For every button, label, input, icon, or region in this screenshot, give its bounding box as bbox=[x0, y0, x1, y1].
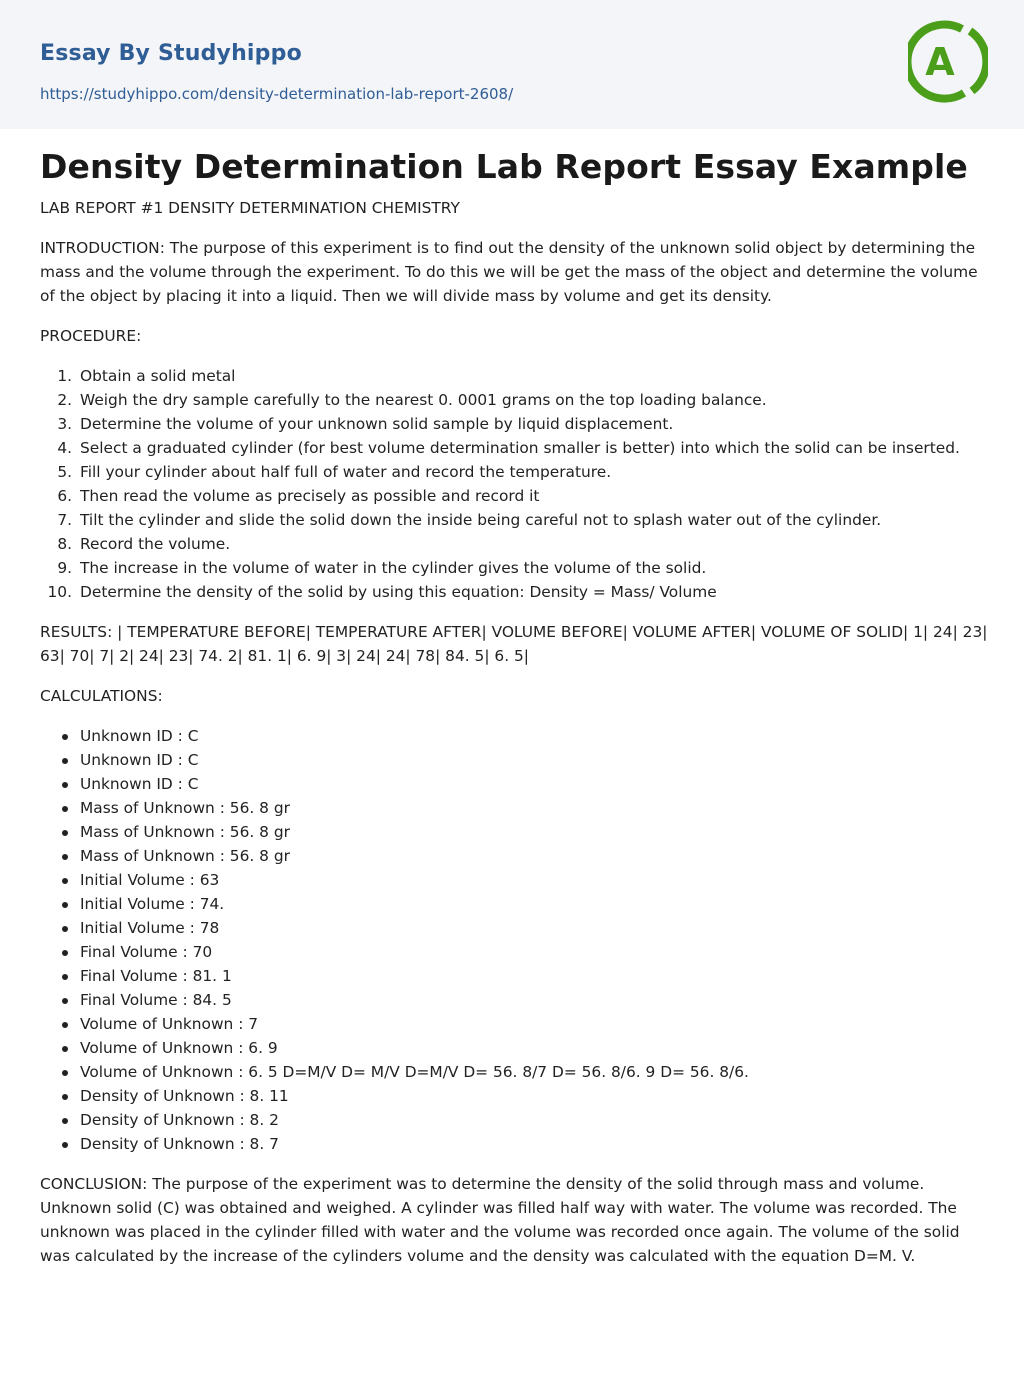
step-number: 1. bbox=[57, 367, 72, 385]
bullet-icon bbox=[62, 950, 68, 956]
studyhippo-logo-icon[interactable] bbox=[908, 17, 988, 107]
source-url-link[interactable]: https://studyhippo.com/density-determination-lab-report-2608/ bbox=[40, 85, 514, 103]
calculation-text: Volume of Unknown : 7 bbox=[80, 1015, 259, 1033]
step-number: 9. bbox=[57, 559, 72, 577]
step-text: Record the volume. bbox=[80, 535, 231, 553]
step-number: 3. bbox=[57, 415, 72, 433]
essay-content bbox=[40, 143, 990, 1268]
procedure-step bbox=[57, 412, 990, 436]
procedure-step bbox=[57, 460, 990, 484]
calculation-item bbox=[80, 1012, 990, 1036]
results-paragraph: RESULTS: | TEMPERATURE BEFORE| TEMPERATURE AFTER| VOLUME BEFORE| VOLUME AFTER| VOLUME OF SOLID| 1| 24| 23| 63| 70| 7| 2| 24| 23| 74. 2| 81. 1| 6. 9| 3| 24| 24| 78| 84. 5| 6. 5| bbox=[40, 623, 988, 665]
step-text: Weigh the dry sample carefully to the nearest 0. 0001 grams on the top loading balance. bbox=[80, 391, 767, 409]
procedure-step bbox=[57, 508, 990, 532]
calculation-item bbox=[80, 1132, 990, 1156]
step-number: 4. bbox=[57, 439, 72, 457]
step-number: 2. bbox=[57, 391, 72, 409]
step-text: Then read the volume as precisely as possible and record it bbox=[80, 487, 540, 505]
step-number: 5. bbox=[57, 463, 72, 481]
bullet-icon bbox=[62, 1118, 68, 1124]
report-subtitle: LAB REPORT #1 DENSITY DETERMINATION CHEMISTRY bbox=[40, 199, 460, 217]
bullet-icon bbox=[62, 734, 68, 740]
step-number: 10. bbox=[47, 583, 72, 601]
bullet-icon bbox=[62, 998, 68, 1004]
bullet-icon bbox=[62, 854, 68, 860]
bullet-icon bbox=[62, 782, 68, 788]
bullet-icon bbox=[62, 806, 68, 812]
step-text: Select a graduated cylinder (for best volume determination smaller is better) into which the solid can be inserted. bbox=[80, 439, 960, 457]
calculation-text: Unknown ID : C bbox=[80, 751, 199, 769]
logo-letter: A bbox=[925, 40, 955, 84]
step-number: 6. bbox=[57, 487, 72, 505]
calculation-item bbox=[80, 916, 990, 940]
bullet-icon bbox=[62, 926, 68, 932]
calculation-text: Final Volume : 70 bbox=[80, 943, 213, 961]
calculation-text: Mass of Unknown : 56. 8 gr bbox=[80, 799, 290, 817]
calculation-item bbox=[80, 868, 990, 892]
step-text: Fill your cylinder about half full of water and record the temperature. bbox=[80, 463, 612, 481]
bullet-icon bbox=[62, 1094, 68, 1100]
calculation-text: Density of Unknown : 8. 11 bbox=[80, 1087, 289, 1105]
procedure-step bbox=[57, 484, 990, 508]
site-header bbox=[0, 0, 1024, 129]
calculation-item bbox=[80, 820, 990, 844]
calculation-text: Mass of Unknown : 56. 8 gr bbox=[80, 823, 290, 841]
calculation-text: Initial Volume : 74. bbox=[80, 895, 225, 913]
calculation-item bbox=[80, 772, 990, 796]
procedure-step bbox=[57, 388, 990, 412]
calculation-text: Initial Volume : 63 bbox=[80, 871, 220, 889]
calculation-text: Initial Volume : 78 bbox=[80, 919, 220, 937]
step-number: 8. bbox=[57, 535, 72, 553]
bullet-icon bbox=[62, 878, 68, 884]
calculation-item bbox=[80, 1108, 990, 1132]
calculation-item bbox=[80, 892, 990, 916]
step-text: Tilt the cylinder and slide the solid down the inside being careful not to splash water out of the cylinder. bbox=[80, 511, 882, 529]
calculation-text: Final Volume : 81. 1 bbox=[80, 967, 232, 985]
calculation-item bbox=[80, 796, 990, 820]
procedure-step bbox=[57, 556, 990, 580]
step-text: The increase in the volume of water in the cylinder gives the volume of the solid. bbox=[80, 559, 707, 577]
step-number: 7. bbox=[57, 511, 72, 529]
bullet-icon bbox=[62, 974, 68, 980]
calculation-item bbox=[80, 844, 990, 868]
bullet-icon bbox=[62, 1070, 68, 1076]
procedure-step bbox=[57, 436, 990, 460]
step-text: Determine the volume of your unknown solid sample by liquid displacement. bbox=[80, 415, 674, 433]
calculation-text: Unknown ID : C bbox=[80, 775, 199, 793]
calculation-text: Volume of Unknown : 6. 5 D=M/V D= M/V D=M/V D= 56. 8/7 D= 56. 8/6. 9 D= 56. 8/6. bbox=[80, 1063, 749, 1081]
bullet-icon bbox=[62, 902, 68, 908]
conclusion-paragraph: CONCLUSION: The purpose of the experiment was to determine the density of the solid through mass and volume. Unknown solid (C) was obtained and weighed. A cylinder was filled half way with water. The volume was recorded. The unknown was placed in the cylinder filled with water and the volume was recorded once again. The volume of the solid was calculated by the increase of the cylinders volume and the density was calculated with the equation D=M. V. bbox=[40, 1175, 960, 1265]
calculations-list bbox=[40, 724, 990, 1156]
brand-title[interactable]: Essay By Studyhippo bbox=[40, 41, 302, 66]
calculation-item bbox=[80, 724, 990, 748]
calculation-text: Final Volume : 84. 5 bbox=[80, 991, 232, 1009]
calculation-item bbox=[80, 748, 990, 772]
step-text: Obtain a solid metal bbox=[80, 367, 236, 385]
bullet-icon bbox=[62, 758, 68, 764]
calculation-item bbox=[80, 1060, 990, 1084]
procedure-step bbox=[47, 580, 990, 604]
procedure-step bbox=[57, 532, 990, 556]
bullet-icon bbox=[62, 1142, 68, 1148]
step-text: Determine the density of the solid by using this equation: Density = Mass/ Volume bbox=[80, 583, 717, 601]
procedure-step bbox=[57, 364, 990, 388]
bullet-icon bbox=[62, 830, 68, 836]
calculation-text: Density of Unknown : 8. 7 bbox=[80, 1135, 279, 1153]
procedure-list bbox=[40, 364, 990, 604]
calculations-heading: CALCULATIONS: bbox=[40, 687, 163, 705]
page-title: Density Determination Lab Report Essay Example bbox=[40, 147, 968, 186]
calculation-text: Unknown ID : C bbox=[80, 727, 199, 745]
calculation-text: Mass of Unknown : 56. 8 gr bbox=[80, 847, 290, 865]
bullet-icon bbox=[62, 1022, 68, 1028]
calculation-text: Density of Unknown : 8. 2 bbox=[80, 1111, 279, 1129]
calculation-item bbox=[80, 988, 990, 1012]
calculation-item bbox=[80, 940, 990, 964]
procedure-heading: PROCEDURE: bbox=[40, 327, 142, 345]
bullet-icon bbox=[62, 1046, 68, 1052]
calculation-text: Volume of Unknown : 6. 9 bbox=[80, 1039, 278, 1057]
calculation-item bbox=[80, 964, 990, 988]
introduction-paragraph: INTRODUCTION: The purpose of this experiment is to find out the density of the unknown solid object by determining the mass and the volume through the experiment. To do this we will be get the mass of the object and determine the volume of the object by placing it into a liquid. Then we will divide mass by volume and get its density. bbox=[40, 239, 978, 305]
calculation-item bbox=[80, 1036, 990, 1060]
calculation-item bbox=[80, 1084, 990, 1108]
